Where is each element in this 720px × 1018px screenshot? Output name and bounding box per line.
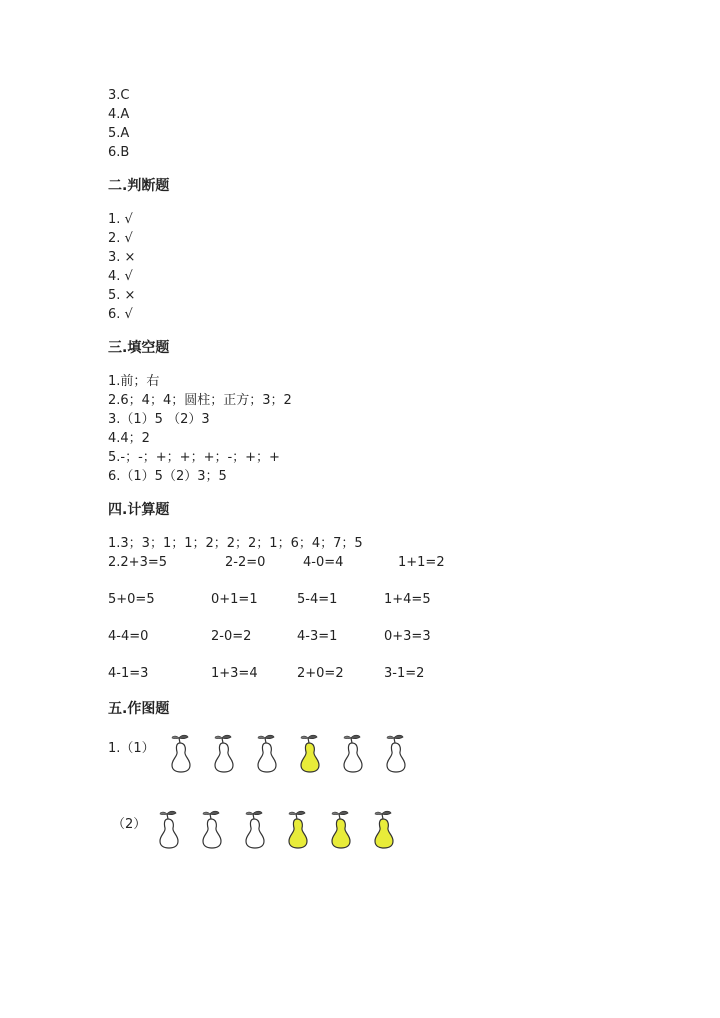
calc-row [108, 590, 668, 609]
calc-cell: 4-1=3 [108, 666, 149, 681]
section2-answers [108, 210, 668, 324]
pear-icon [371, 809, 397, 849]
answer-line: 3.C [108, 88, 130, 103]
answer-line: 5.A [108, 126, 130, 141]
answer-line: 2. √ [108, 231, 133, 246]
calc-cell: 1+3=4 [211, 666, 258, 681]
section4-answers [108, 534, 668, 683]
pear-icon [156, 809, 182, 849]
pear-icon [168, 733, 194, 773]
calc-cell: 0+3=3 [384, 629, 431, 644]
pear-icon [199, 809, 225, 849]
pear-icon [242, 809, 268, 849]
pear-icon [383, 733, 409, 773]
answer-line: 4. √ [108, 269, 133, 284]
pear-icon [340, 733, 366, 773]
answer-line: 1.3；3；1；1；2；2；2；1；6；4；7；5 [108, 536, 363, 551]
section-heading: 三.填空题 [108, 340, 170, 356]
section5-answers [108, 733, 668, 859]
calc-cell: 4-4=0 [108, 629, 149, 644]
pear-row [108, 809, 668, 859]
calc-row [108, 664, 668, 683]
answer-line: 2.6；4；4；圆柱；正方；3；2 [108, 393, 292, 408]
pear-icon [297, 733, 323, 773]
answer-line: 4.4；2 [108, 431, 150, 446]
calc-cell: 1+4=5 [384, 592, 431, 607]
answer-line: 5.-；-；+；+；+；-；+；+ [108, 450, 280, 465]
answer-line: 1.前；右 [108, 374, 160, 389]
section-heading: 四.计算题 [108, 502, 170, 518]
answer-line: 5. × [108, 288, 136, 303]
calc-cell: 5+0=5 [108, 592, 155, 607]
calc-row [108, 553, 668, 572]
pear-icon [254, 733, 280, 773]
calc-cell: 2-2=0 [225, 555, 266, 570]
answer-sheet [108, 86, 668, 859]
pear-row-label: 1.（1） [108, 741, 155, 756]
answer-line: 6.（1）5（2）3；5 [108, 469, 227, 484]
calc-cell: 0+1=1 [211, 592, 258, 607]
answer-line: 3. × [108, 250, 136, 265]
calc-cell: 4-3=1 [297, 629, 338, 644]
pear-row [108, 733, 668, 783]
answer-line: 6. √ [108, 307, 133, 322]
calc-row [108, 627, 668, 646]
pear-icon [328, 809, 354, 849]
calc-cell: 5-4=1 [297, 592, 338, 607]
section1-answers [108, 86, 668, 162]
answer-line: 4.A [108, 107, 130, 122]
section-heading: 二.判断题 [108, 178, 170, 194]
answer-line: 3.（1）5 （2）3 [108, 412, 210, 427]
calc-cell: 2.2+3=5 [108, 555, 168, 570]
answer-line: 1. √ [108, 212, 133, 227]
section-heading: 五.作图题 [108, 701, 170, 717]
pear-icon [211, 733, 237, 773]
pear-row-label: （2） [112, 817, 147, 832]
section3-answers [108, 372, 668, 486]
calc-cell: 1+1=2 [398, 555, 445, 570]
calc-cell: 4-0=4 [303, 555, 344, 570]
calc-cell: 3-1=2 [384, 666, 425, 681]
answer-line: 6.B [108, 145, 130, 160]
calc-cell: 2+0=2 [297, 666, 344, 681]
pear-icon [285, 809, 311, 849]
calc-cell: 2-0=2 [211, 629, 252, 644]
